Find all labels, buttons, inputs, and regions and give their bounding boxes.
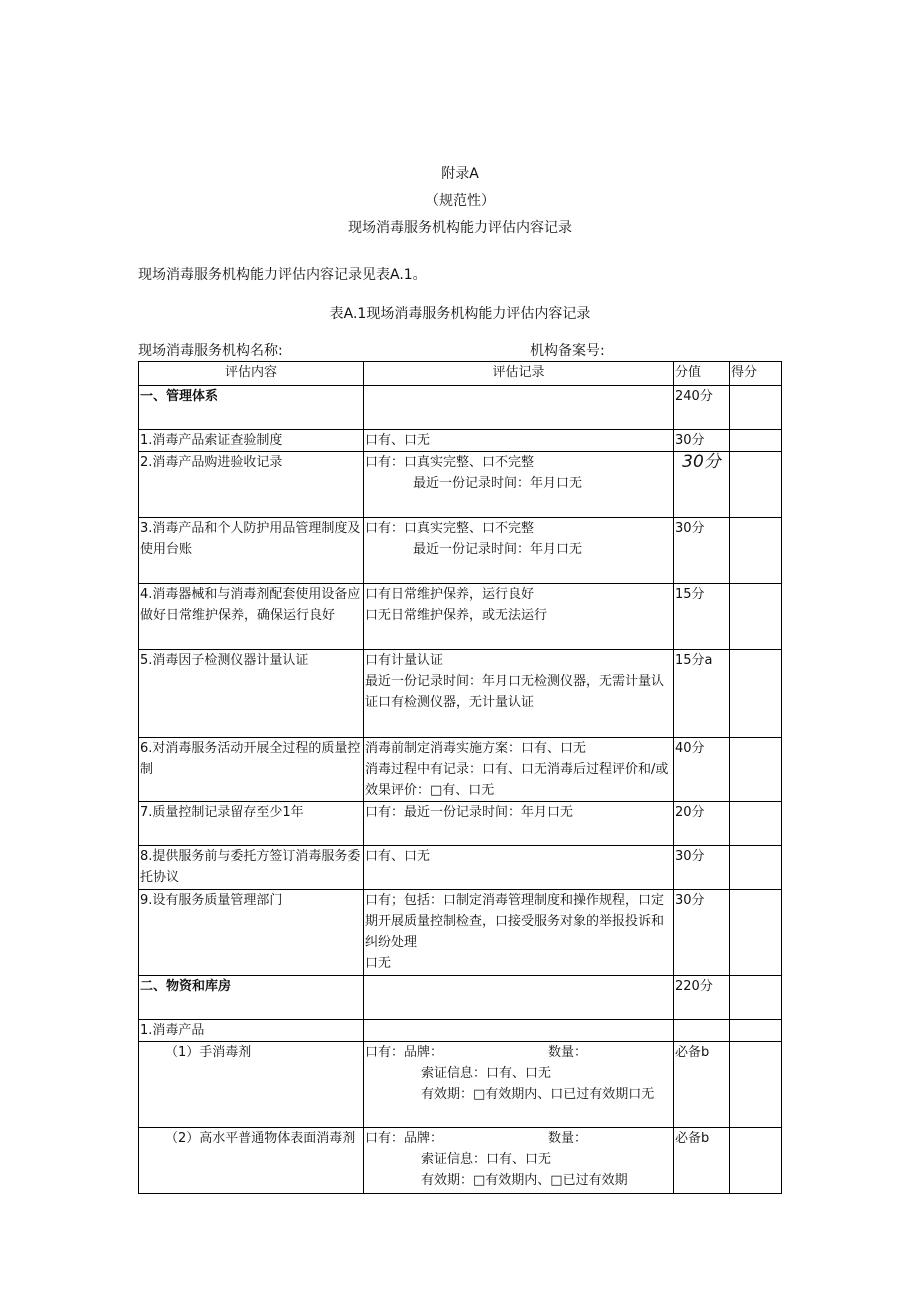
record-line: 口有：口真实完整、口不完整 xyxy=(365,521,535,536)
record-line: 最近一份记录时间：年月口无 xyxy=(413,542,583,557)
record-line: 最近一份记录时间：年月口无检测仪器，无需计量认证口有检测仪器，无计量认证 xyxy=(365,674,665,710)
table-row xyxy=(139,1128,782,1194)
header-record: 评估记录 xyxy=(364,362,674,386)
row-record xyxy=(364,430,674,452)
row-record xyxy=(364,1128,674,1194)
row-content: 6.对消毒服务活动开展全过程的质量控制 xyxy=(139,738,364,802)
row-score: 必备b xyxy=(674,1128,730,1194)
record-line: 有效期：□有效期内、□已过有效期 xyxy=(421,1173,628,1188)
record-line: 口无 xyxy=(365,956,392,971)
row-score: 40分 xyxy=(674,738,730,802)
record-line: 索证信息：口有、口无 xyxy=(421,1066,552,1081)
row-content: 2.消毒产品购进验收记录 xyxy=(139,452,364,518)
table-row xyxy=(139,386,782,430)
table-row xyxy=(139,650,782,738)
row-score: 30分 xyxy=(674,518,730,584)
row-content: 3.消毒产品和个人防护用品管理制度及使用台账 xyxy=(139,518,364,584)
record-line: 口有：最近一份记录时间：年月口无 xyxy=(365,805,574,820)
row-content: 1.消毒产品 xyxy=(139,1020,364,1042)
row-score: 30分 xyxy=(682,452,721,472)
assessment-table xyxy=(138,361,782,1194)
row-score: 220分 xyxy=(674,976,730,1020)
row-record xyxy=(364,890,674,976)
record-line: 数量： xyxy=(548,1131,588,1146)
row-content: 7.质量控制记录留存至少1年 xyxy=(139,802,364,846)
table-row xyxy=(139,452,782,518)
row-obtained xyxy=(730,890,782,976)
table-row xyxy=(139,1020,782,1042)
row-record xyxy=(364,452,674,518)
record-line: 口有：品牌： xyxy=(365,1131,444,1146)
table-header-row xyxy=(139,362,782,386)
table-row xyxy=(139,976,782,1020)
row-obtained xyxy=(730,802,782,846)
row-record xyxy=(364,1020,674,1042)
row-obtained xyxy=(730,1128,782,1194)
filing-number-label: 机构备案号: xyxy=(530,343,605,359)
table-row xyxy=(139,518,782,584)
row-obtained xyxy=(730,452,782,518)
row-content: 8.提供服务前与委托方签订消毒服务委托协议 xyxy=(139,846,364,890)
record-line: 索证信息：口有、口无 xyxy=(421,1152,552,1167)
appendix-label: 附录A xyxy=(441,166,479,182)
table-row xyxy=(139,584,782,650)
row-record xyxy=(364,738,674,802)
row-record xyxy=(364,976,674,1020)
row-obtained xyxy=(730,738,782,802)
table-row xyxy=(139,890,782,976)
row-record xyxy=(364,650,674,738)
table-row xyxy=(139,846,782,890)
row-content: 二、物资和库房 xyxy=(139,976,364,1020)
row-content: 9.设有服务质量管理部门 xyxy=(139,890,364,976)
row-content: （1）手消毒剂 xyxy=(139,1042,364,1128)
row-record xyxy=(364,1042,674,1128)
record-line: 消毒前制定消毒实施方案：口有、口无 xyxy=(365,741,587,756)
table-row xyxy=(139,1042,782,1128)
row-score: 30分 xyxy=(674,846,730,890)
row-score: 30分 xyxy=(674,430,730,452)
table-row xyxy=(139,430,782,452)
record-line: 最近一份记录时间：年月口无 xyxy=(413,476,583,491)
row-obtained xyxy=(730,1020,782,1042)
row-content: 5.消毒因子检测仪器计量认证 xyxy=(139,650,364,738)
row-obtained xyxy=(730,430,782,452)
row-record xyxy=(364,584,674,650)
header-score: 分值 xyxy=(674,362,730,386)
record-line: 口有日常维护保养，运行良好 xyxy=(365,587,535,602)
row-content: 1.消毒产品索证查验制度 xyxy=(139,430,364,452)
header-obtained: 得分 xyxy=(730,362,782,386)
normative-label: （规范性） xyxy=(425,193,495,209)
row-score: 必备b xyxy=(674,1042,730,1128)
row-content: 一、管理体系 xyxy=(139,386,364,430)
header-content: 评估内容 xyxy=(139,362,364,386)
row-record xyxy=(364,802,674,846)
record-line: 口有计量认证 xyxy=(365,653,444,668)
record-line: 口无日常维护保养，或无法运行 xyxy=(365,608,548,623)
row-obtained xyxy=(730,846,782,890)
table-caption: 表A.1现场消毒服务机构能力评估内容记录 xyxy=(329,306,591,322)
appendix-heading: 现场消毒服务机构能力评估内容记录 xyxy=(348,220,572,236)
table-row xyxy=(139,738,782,802)
table-row xyxy=(139,802,782,846)
intro-paragraph: 现场消毒服务机构能力评估内容记录见表A.1。 xyxy=(138,267,427,283)
record-line: 数量： xyxy=(548,1045,588,1060)
row-obtained xyxy=(730,386,782,430)
row-obtained xyxy=(730,584,782,650)
record-line: 口有：品牌： xyxy=(365,1045,444,1060)
row-content: 4.消毒器械和与消毒剂配套使用设备应做好日常维护保养，确保运行良好 xyxy=(139,584,364,650)
row-score: 15分a xyxy=(674,650,730,738)
row-obtained xyxy=(730,518,782,584)
row-obtained xyxy=(730,650,782,738)
record-line: 口有、口无 xyxy=(365,433,431,448)
row-score xyxy=(674,1020,730,1042)
record-line: 口有：口真实完整、口不完整 xyxy=(365,455,535,470)
row-score: 30分 xyxy=(674,890,730,976)
row-record xyxy=(364,518,674,584)
row-obtained xyxy=(730,1042,782,1128)
record-line: 口有；包括：口制定消毒管理制度和操作规程，口定期开展质量控制检查，口接受服务对象的举报投诉和纠纷处理 xyxy=(365,893,665,950)
row-content: （2）高水平普通物体表面消毒剂 xyxy=(139,1128,364,1194)
record-line: 消毒过程中有记录：口有、口无消毒后过程评价和/或效果评价：□有、口无 xyxy=(365,762,669,798)
row-score: 20分 xyxy=(674,802,730,846)
record-line: 有效期：□有效期内、口已过有效期口无 xyxy=(421,1087,655,1102)
row-score: 15分 xyxy=(674,584,730,650)
row-record xyxy=(364,846,674,890)
row-record xyxy=(364,386,674,430)
org-name-label: 现场消毒服务机构名称: xyxy=(138,343,283,359)
record-line: 口有、口无 xyxy=(365,849,431,864)
row-score: 240分 xyxy=(674,386,730,430)
row-obtained xyxy=(730,976,782,1020)
